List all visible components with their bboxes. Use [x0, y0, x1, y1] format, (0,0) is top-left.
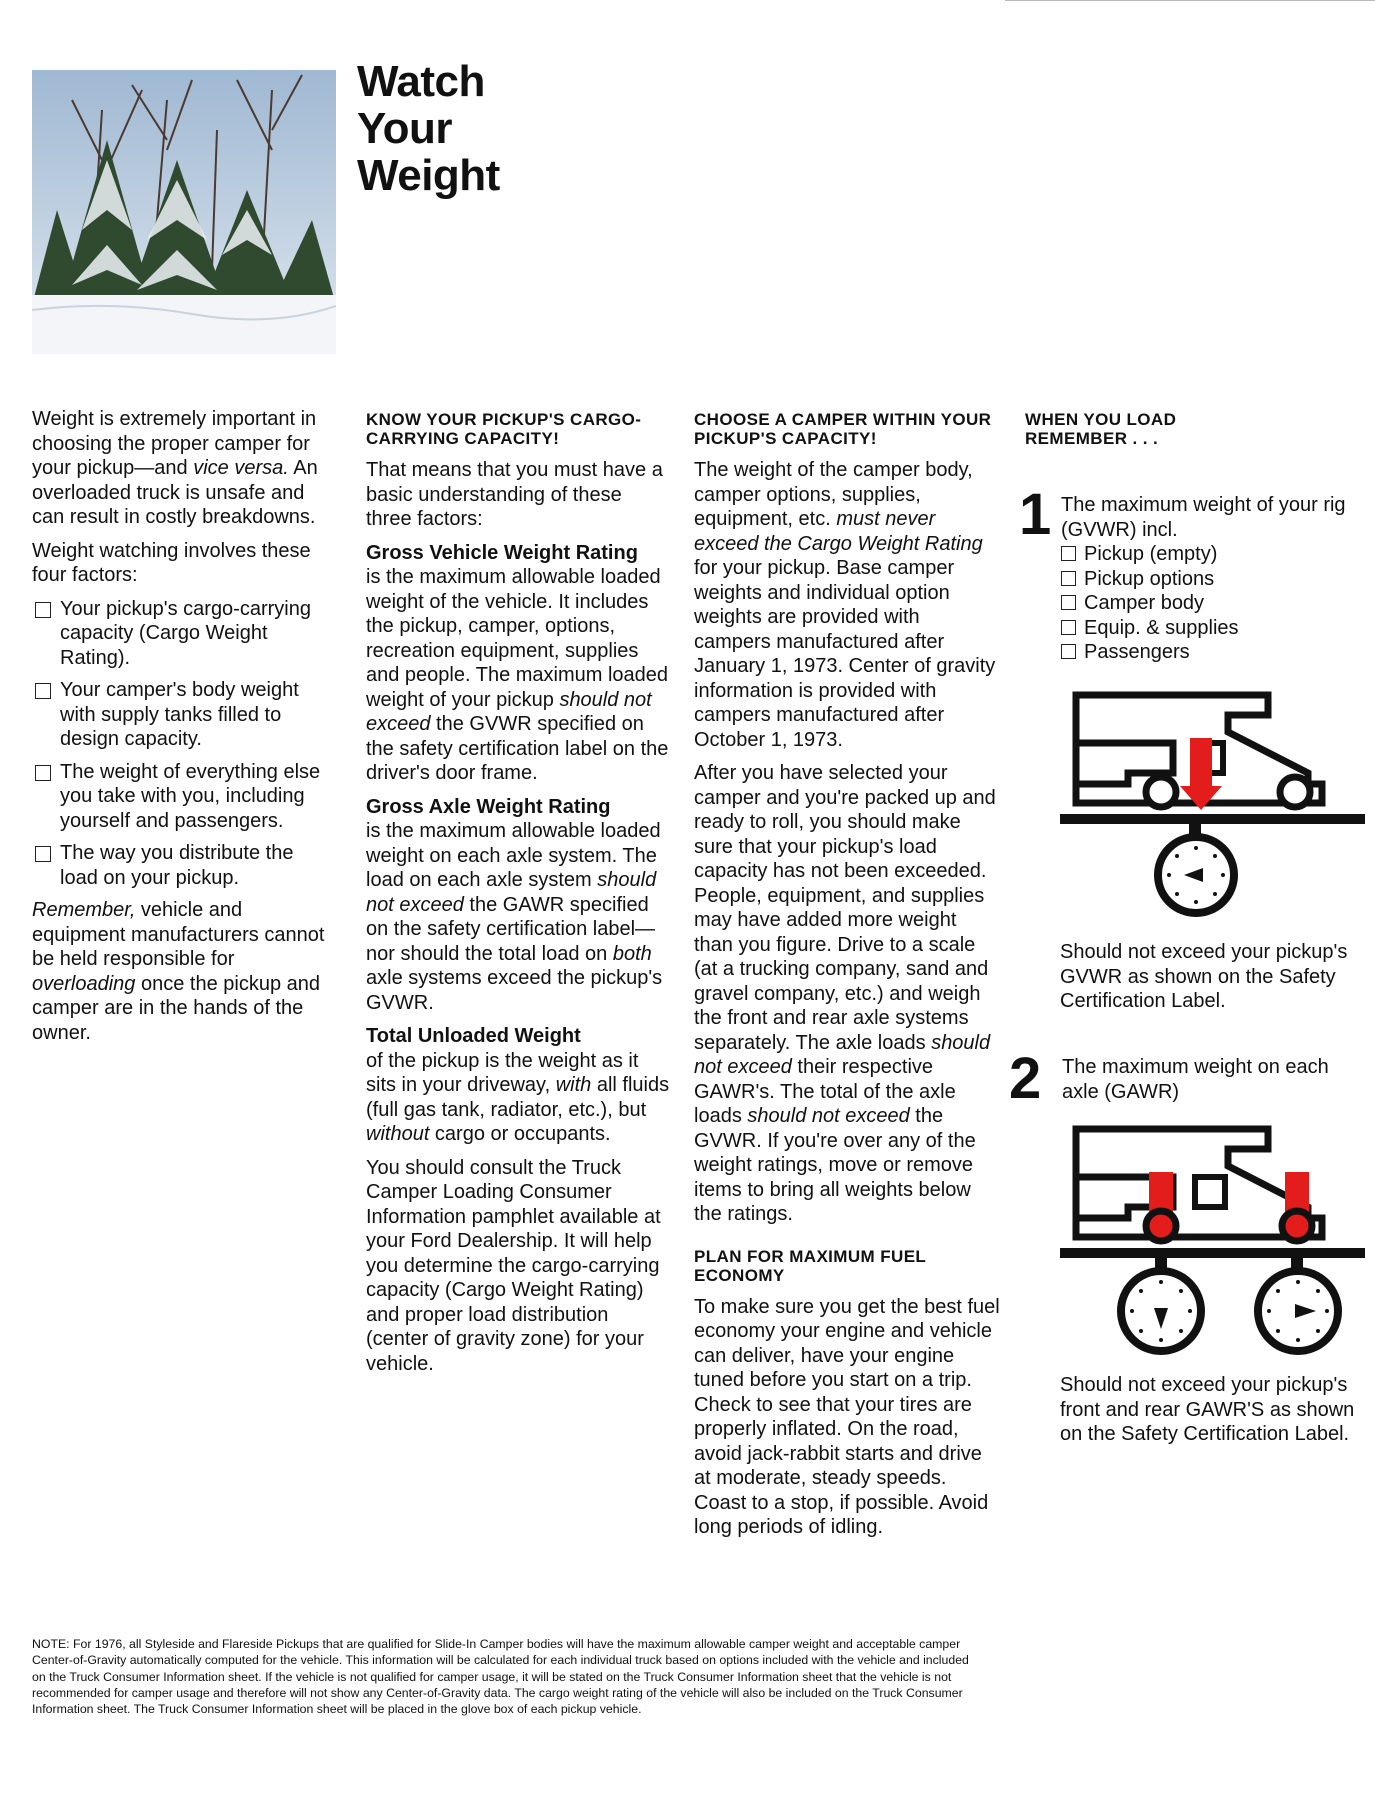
footnote: NOTE: For 1976, all Styleside and Flareside Pickups that are qualified for Slide-In Camper bodies will have the maximum allowable camper weight and acceptable camper Center-of-Gravity automatically computed for the vehicle. This information will be calculated for each individual truck based on options included with the vehicle and included on the Truck Consumer Information sheet. If the vehicle is not qualified for camper usage, it will be stated on the Truck Consumer Information sheet that the vehicle is not recommended for camper usage and therefore will not show any Center-of-Gravity data. The cargo weight rating of the vehicle will also be included on the Truck Consumer Information sheet. The Truck Consumer Information sheet will be placed in the glove box of each pickup vehicle. [32, 1637, 969, 1717]
gawr-diagram [1058, 1122, 1368, 1367]
factors-lead: Weight watching involves these four factors: [32, 539, 311, 586]
step-1 [1061, 493, 1361, 665]
consult-paragraph: You should consult the Truck Camper Loading Consumer Information pamphlet available at your Ford Dealership. It will help you determine the cargo-carrying capacity (Cargo Weight Rating) and proper load distribution (center of gravity zone) for your vehicle. [366, 1156, 661, 1375]
checkbox-icon [35, 602, 51, 618]
front-scale-dial-icon [1121, 1271, 1201, 1351]
column-capacity [366, 410, 672, 1385]
section-heading: WHEN YOU LOAD REMEMBER . . . [1025, 410, 1177, 448]
title-line: Your [357, 104, 452, 153]
top-rule [1005, 0, 1375, 1]
checkbox-icon [35, 765, 51, 781]
checkbox-icon [35, 683, 51, 699]
scale-platform [1060, 1248, 1365, 1258]
camper-truck-icon [1076, 1129, 1322, 1241]
checkbox-icon [1061, 644, 1076, 659]
fuel-paragraph: To make sure you get the best fuel economy your engine and vehicle can deliver, have your engine tuned before you start on a trip. Check to see that your tires are properly inflated. On the road, avoid jack-rabbit starts and drive at moderate, steady speeds. Coast to a stop, if possible. Avoid long periods of idling. [694, 1295, 1000, 1538]
title-line: Watch [357, 57, 485, 106]
section-heading: CHOOSE A CAMPER WITHIN YOUR PICKUP'S CAPACITY! [694, 410, 992, 448]
step-2-text: The maximum weight on each axle (GAWR) [1062, 1056, 1329, 1103]
step-number: 2 [1009, 1046, 1042, 1111]
checkbox-icon [35, 846, 51, 862]
camper-truck-icon [1076, 695, 1322, 810]
title-line: Weight [357, 151, 500, 200]
gvwr-paragraph: Gross Vehicle Weight Rating is the maximum allowable loaded weight of the vehicle. It includes the pickup, camper, options, recreation equipment, supplies and people. The maximum loaded weight of your pickup should not exceed the GVWR specified on the safety certification label on the driver's door frame. [366, 541, 669, 784]
capacity-intro: That means that you must have a basic understanding of these three factors: [366, 459, 663, 530]
winter-trees-photo [32, 70, 336, 354]
checkbox-icon [1061, 620, 1076, 635]
camper-paragraph: The weight of the camper body, camper options, supplies, equipment, etc. must never exceed the Cargo Weight Rating for your pickup. Base camper weights and individual option weights are provided with campers manufactured after January 1, 1973. Center of gravity information is provided with campers manufactured after October 1, 1973. [694, 459, 996, 751]
checklist-item: Equip. & supplies [1061, 616, 1361, 641]
tuw-paragraph: Total Unloaded Weight of the pickup is the weight as it sits in your driveway, with all fluids (full gas tank, radiator, etc.), but without cargo or occupants. [366, 1025, 670, 1145]
factor-item: Your camper's body weight with supply tanks filled to design capacity. [32, 678, 332, 752]
page-title [357, 58, 500, 199]
column-camper [694, 410, 1000, 1549]
checkbox-icon [1061, 571, 1076, 586]
gawr-caption: Should not exceed your pickup's front and rear GAWR'S as shown on the Safety Certification Label. [1060, 1374, 1355, 1445]
remember-paragraph: Remember, vehicle and equipment manufacturers cannot be held responsible for overloading once the pickup and camper are in the hands of the owner. [32, 899, 325, 1044]
scale-dial-icon [1158, 837, 1234, 913]
checkbox-icon [1061, 546, 1076, 561]
factor-item: The way you distribute the load on your pickup. [32, 841, 332, 890]
gawr-paragraph: Gross Axle Weight Rating is the maximum allowable loaded weight on each axle system. The load on each axle system should not exceed the GAWR specified on the safety certification label— nor should the total load on both axle systems exceed the pickup's GVWR. [366, 795, 663, 1014]
section-heading: KNOW YOUR PICKUP'S CARGO-CARRYING CAPACITY! [366, 410, 642, 448]
section-heading: PLAN FOR MAXIMUM FUEL ECONOMY [694, 1246, 926, 1285]
scale-paragraph: After you have selected your camper and you're packed up and ready to roll, you should make sure that your pickup's load capacity has not been exceeded. People, equipment, and supplies may have added more weight than you figure. Drive to a scale (at a trucking company, sand and gravel company, etc.) and weigh the front and rear axle systems separately. The axle loads should not exceed their respective GAWR's. The total of the axle loads should not exceed the GVWR. If you're over any of the weight ratings, move or remove items to bring all weights below the ratings. [694, 762, 996, 1225]
scale-platform [1060, 814, 1365, 824]
step-number: 1 [1019, 482, 1052, 547]
intro-paragraph: Weight is extremely important in choosing the proper camper for your pickup—and vice versa. An overloaded truck is unsafe and can result in costly breakdowns. [32, 408, 318, 528]
gvwr-caption: Should not exceed your pickup's GVWR as shown on the Safety Certification Label. [1060, 941, 1348, 1012]
step-text: The maximum weight of your rig (GVWR) incl. [1061, 494, 1346, 541]
checklist-item: Pickup options [1061, 567, 1361, 592]
checklist-item: Passengers [1061, 640, 1361, 665]
checklist-item: Pickup (empty) [1061, 542, 1361, 567]
gvwr-diagram [1058, 688, 1368, 933]
checkbox-icon [1061, 595, 1076, 610]
factor-item: The weight of everything else you take with you, including yourself and passengers. [32, 760, 332, 834]
rear-scale-dial-icon [1258, 1271, 1338, 1351]
column-intro [32, 407, 332, 1054]
factor-item: Your pickup's cargo-carrying capacity (Cargo Weight Rating). [32, 597, 332, 671]
checklist-item: Camper body [1061, 591, 1361, 616]
